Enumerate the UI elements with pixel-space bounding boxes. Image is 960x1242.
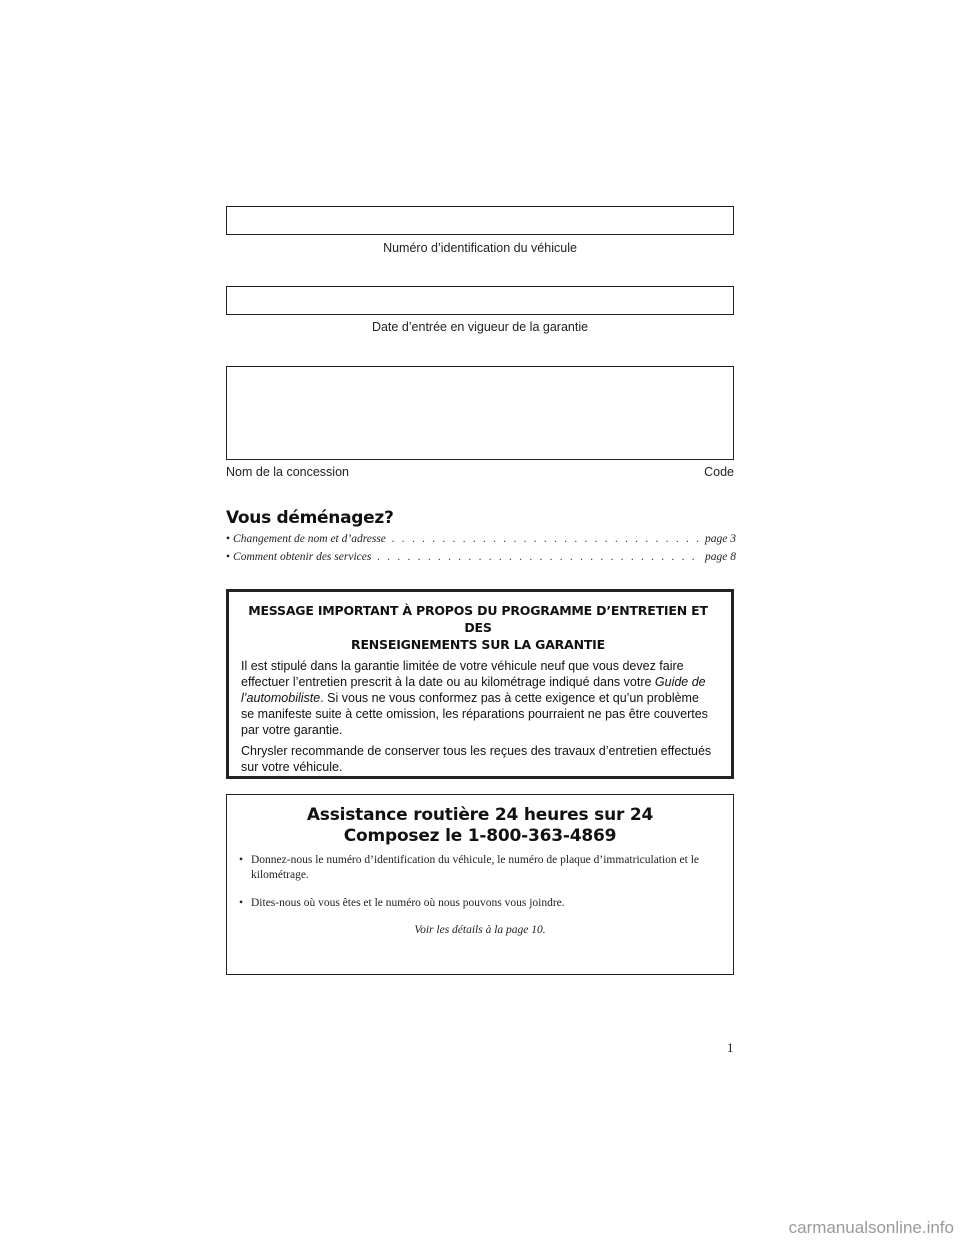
dealer-code-caption: Code xyxy=(704,465,734,479)
list-item xyxy=(239,896,721,911)
watermark: carmanualsonline.info xyxy=(788,1218,954,1237)
toc-item-label: Comment obtenir des services xyxy=(233,551,372,563)
toc-item-page: page 8 xyxy=(705,551,736,563)
important-message-title xyxy=(241,602,715,653)
important-paragraph-1 xyxy=(241,658,715,738)
vin-field-box[interactable] xyxy=(226,206,734,235)
bullet: • xyxy=(239,897,244,909)
roadside-assistance-title xyxy=(239,805,721,847)
warranty-date-caption: Date d’entrée en vigueur de la garantie xyxy=(371,320,589,334)
important-p1-before: Il est stipulé dans la garantie limitée de votre véhicule neuf que vous devez faire effectuer l’entretien prescrit à la date ou au kilométrage indiqué dans votre xyxy=(241,659,684,689)
moving-section-title: Vous déménagez? xyxy=(226,508,394,528)
bullet: • xyxy=(226,533,231,545)
toc-item-label: Changement de nom et d’adresse xyxy=(233,533,386,545)
important-paragraph-2: Chrysler recommande de conserver tous les reçues des travaux d’entretien effectués sur votre véhicule. xyxy=(241,744,712,774)
important-title-line2: RENSEIGNEMENTS SUR LA GARANTIE xyxy=(351,637,605,652)
list-item-text: Donnez-nous le numéro d’identification du véhicule, le numéro de plaque d’immatriculation et le kilométrage. xyxy=(251,854,700,881)
toc-leader-dots xyxy=(377,551,699,563)
assistance-title-line1: Assistance routière 24 heures sur 24 xyxy=(306,805,654,825)
important-message-box xyxy=(226,589,734,779)
assistance-details-note: Voir les détails à la page 10. xyxy=(414,924,546,936)
owners-guide-reference: Guide de l’automobiliste xyxy=(241,675,706,705)
bullet: • xyxy=(226,551,231,563)
vin-caption: Numéro d’identification du véhicule xyxy=(383,241,577,255)
roadside-assistance-box xyxy=(226,794,734,975)
bullet: • xyxy=(239,854,244,866)
list-item-text: Dites-nous où vous êtes et le numéro où nous pouvons vous joindre. xyxy=(251,897,565,909)
important-p1-after: . Si vous ne vous conformez pas à cette exigence et qu’un problème se manifeste suite à cette omission, les réparations pourraient ne pas être couvertes par votre garantie. xyxy=(241,691,708,737)
list-item xyxy=(239,853,721,883)
assistance-phone[interactable]: Composez le 1-800-363-4869 xyxy=(343,826,617,846)
toc-item-services[interactable] xyxy=(226,551,736,563)
toc-item-name-address[interactable] xyxy=(226,533,736,545)
important-title-line1: MESSAGE IMPORTANT À PROPOS DU PROGRAMME D’ENTRETIEN ET DES xyxy=(248,603,708,635)
dealer-name-caption: Nom de la concession xyxy=(226,465,349,479)
page-number: 1 xyxy=(727,1040,734,1055)
assistance-list xyxy=(239,853,721,911)
warranty-date-field-box[interactable] xyxy=(226,286,734,315)
toc-item-page: page 3 xyxy=(705,533,736,545)
dealer-field-box[interactable] xyxy=(226,366,734,460)
toc-leader-dots xyxy=(392,533,699,545)
